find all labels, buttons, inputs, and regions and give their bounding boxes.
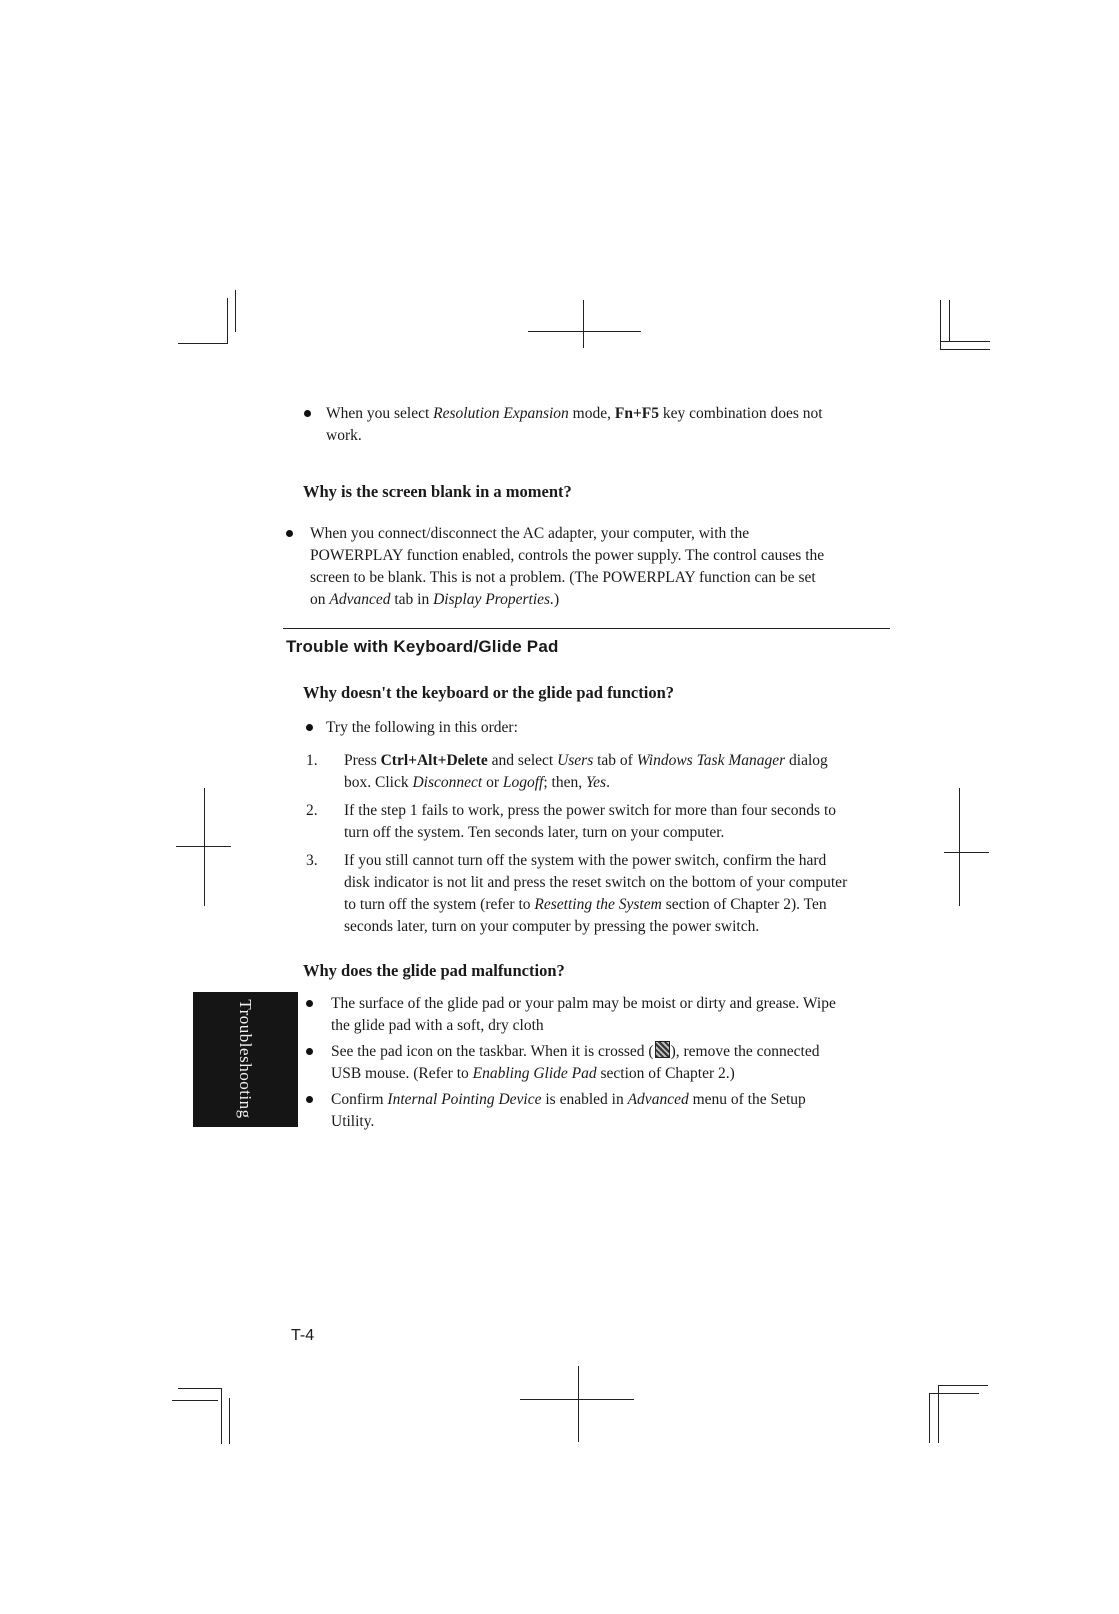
text-run: When you select xyxy=(326,405,434,422)
page-number: T-4 xyxy=(291,1327,315,1344)
malfunction-bullet-dot xyxy=(306,1000,313,1007)
text-run: dialog xyxy=(785,752,828,769)
malfunction-2-line-2 xyxy=(331,1063,735,1085)
text-run-bold: Ctrl+Alt+Delete xyxy=(380,752,488,769)
malfunction-1-line-2: the glide pad with a soft, dry cloth xyxy=(331,1017,544,1034)
side-tab-label: Troubleshooting xyxy=(236,999,255,1119)
text-run: tab in xyxy=(390,591,434,608)
text-run-italic: Resetting the System xyxy=(534,896,662,913)
keyboard-question-heading: Why doesn't the keyboard or the glide pad function? xyxy=(303,683,674,702)
intro-bullet-line-2: work. xyxy=(326,427,362,444)
section-rule xyxy=(283,628,890,629)
text-run-italic: Advanced xyxy=(329,591,391,608)
text-run-italic: Windows Task Manager xyxy=(636,752,786,769)
text-run: box. Click xyxy=(344,774,413,791)
text-run: to turn off the system (refer to xyxy=(344,896,535,913)
malfunction-question-heading: Why does the glide pad malfunction? xyxy=(303,961,565,980)
text-run-italic: Advanced xyxy=(627,1091,689,1108)
step-number: 2. xyxy=(306,802,318,819)
screen-blank-line-4 xyxy=(310,589,559,611)
step-1-line-2 xyxy=(344,772,610,794)
text-run: USB mouse. (Refer to xyxy=(331,1065,473,1082)
malfunction-bullet-dot xyxy=(306,1096,313,1103)
text-run: section of Chapter 2.) xyxy=(596,1065,735,1082)
malfunction-1-line-1: The surface of the glide pad or your palm may be moist or dirty and grease. Wipe xyxy=(331,995,836,1012)
text-run: mode, xyxy=(568,405,615,422)
text-run-bold: Fn+F5 xyxy=(614,405,659,422)
step-number: 1. xyxy=(306,752,318,769)
side-tab xyxy=(193,992,298,1127)
text-run: and select xyxy=(487,752,558,769)
text-run: ), remove the connected xyxy=(670,1043,820,1060)
section-title: Trouble with Keyboard/Glide Pad xyxy=(286,637,559,656)
try-line: Try the following in this order: xyxy=(326,719,518,736)
text-run: ; then, xyxy=(543,774,586,791)
step-number: 3. xyxy=(306,852,318,869)
text-run-italic: Logoff xyxy=(502,774,544,791)
step-3-line-3 xyxy=(344,894,827,916)
intro-bullet-line-1 xyxy=(326,403,906,425)
step-3-line-2: disk indicator is not lit and press the reset switch on the bottom of your computer xyxy=(344,874,848,891)
text-run: is enabled in xyxy=(541,1091,628,1108)
malfunction-3-line-1 xyxy=(331,1089,806,1111)
malfunction-2-line-1 xyxy=(331,1041,819,1063)
text-run: ) xyxy=(553,591,560,608)
text-run-italic: Resolution Expansion xyxy=(433,405,569,422)
text-run-italic: Disconnect xyxy=(412,774,483,791)
text-run: tab of xyxy=(593,752,637,769)
text-run-italic: Enabling Glide Pad xyxy=(472,1065,597,1082)
screen-blank-line-1: When you connect/disconnect the AC adapter, your computer, with the xyxy=(310,525,750,542)
try-bullet-dot xyxy=(306,724,313,731)
step-2-line-1: If the step 1 fails to work, press the power switch for more than four seconds to xyxy=(344,802,837,819)
screen-blank-line-3: screen to be blank. This is not a problem. (The POWERPLAY function can be set xyxy=(310,569,816,586)
text-run-italic: Display Properties. xyxy=(433,591,554,608)
text-run: Press xyxy=(344,752,381,769)
malfunction-3-line-2: Utility. xyxy=(331,1113,375,1130)
text-run: or xyxy=(482,774,503,791)
text-run: section of Chapter 2). Ten xyxy=(661,896,827,913)
text-run-italic: Users xyxy=(557,752,594,769)
intro-bullet-dot xyxy=(304,410,311,417)
step-3-line-4: seconds later, turn on your computer by pressing the power switch. xyxy=(344,918,760,935)
step-2-line-2: turn off the system. Ten seconds later, turn on your computer. xyxy=(344,824,725,841)
malfunction-bullet-dot xyxy=(306,1048,313,1055)
step-3-line-1: If you still cannot turn off the system with the power switch, confirm the hard xyxy=(344,852,827,869)
text-run-italic: Internal Pointing Device xyxy=(387,1091,542,1108)
screen-blank-bullet-dot xyxy=(286,530,293,537)
text-run: Confirm xyxy=(331,1091,388,1108)
text-run: key combination does not xyxy=(659,405,823,422)
text-run: . xyxy=(606,774,610,791)
text-run: on xyxy=(310,591,330,608)
screen-blank-line-2: POWERPLAY function enabled, controls the power supply. The control causes the xyxy=(310,547,825,564)
text-run: See the pad icon on the taskbar. When it is crossed ( xyxy=(331,1043,654,1060)
crossed-pad-icon xyxy=(655,1041,670,1058)
screen-blank-heading: Why is the screen blank in a moment? xyxy=(303,482,572,501)
text-run: menu of the Setup xyxy=(688,1091,806,1108)
text-run-italic: Yes xyxy=(585,774,607,791)
step-1-line-1 xyxy=(344,750,828,772)
